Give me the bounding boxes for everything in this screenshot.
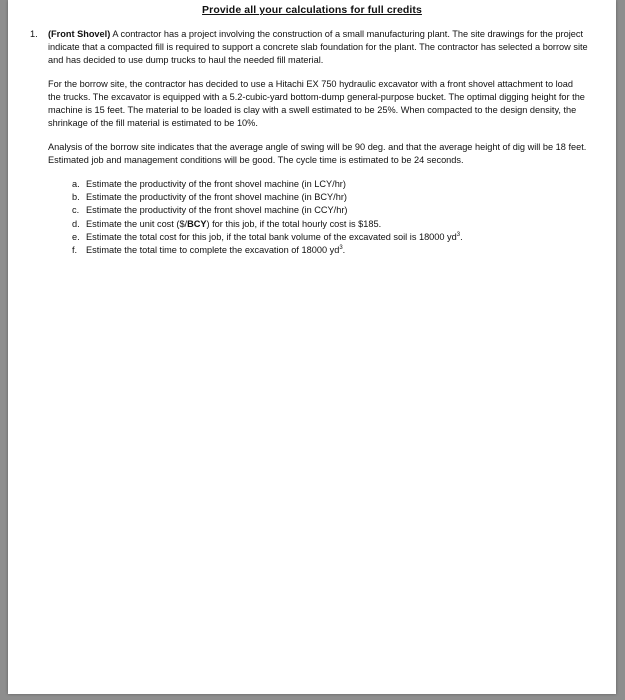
list-item <box>72 244 588 257</box>
question-intro-text: A contractor has a project involving the construction of a small manufacturing plant. The site drawings for the project indicate that a compacted fill is required to support a concrete slab foundation for the plant. The contractor has selected a borrow site and has decided to use dump trucks to haul the needed fill material. <box>48 29 588 65</box>
list-item-text: Estimate the total cost for this job, if the total bank volume of the excavated soil is 18000 yd <box>86 231 457 242</box>
list-item <box>72 191 588 204</box>
list-item-text: Estimate the productivity of the front shovel machine (in CCY/hr) <box>86 205 348 216</box>
question-1 <box>30 28 588 257</box>
list-item <box>72 218 588 231</box>
list-item-text: Estimate the unit cost ($/ <box>86 218 188 229</box>
list-item-text: Estimate the productivity of the front shovel machine (in BCY/hr) <box>86 192 347 203</box>
task-list <box>48 178 588 257</box>
analysis-paragraph: Analysis of the borrow site indicates that the average angle of swing will be 90 deg. and that the average height of dig will be 18 feet. Estimated job and management conditions will be good. The cycle time is estimated to be 24 seconds. <box>48 142 587 165</box>
question-number: 1. <box>30 29 38 39</box>
document-page <box>8 0 616 694</box>
list-marker: c. <box>72 205 80 216</box>
list-marker: a. <box>72 179 80 189</box>
list-marker: d. <box>72 218 80 229</box>
page-heading: Provide all your calculations for full credits <box>202 4 422 16</box>
list-item-text-tail: . <box>460 231 463 242</box>
list-marker: b. <box>72 192 80 203</box>
question-title: (Front Shovel) <box>48 29 111 39</box>
list-item-text-tail: . <box>342 245 346 256</box>
list-item <box>72 231 588 244</box>
list-item <box>72 178 588 191</box>
list-item-text-tail: ) for this job, if the total hourly cost is $185. <box>206 218 382 229</box>
list-item <box>72 204 588 217</box>
list-item-text: Estimate the total time to complete the excavation of 18000 yd <box>86 245 340 256</box>
question-intro-paragraph <box>48 28 588 67</box>
list-marker: e. <box>72 231 80 242</box>
list-item-text: Estimate the productivity of the front shovel machine (in LCY/hr) <box>86 179 346 189</box>
list-marker: f. <box>72 245 78 256</box>
borrow-site-paragraph: For the borrow site, the contractor has decided to use a Hitachi EX 750 hydraulic excavator with a front shovel attachment to load the trucks. The excavator is equipped with a 5.2-cubic-yard bottom-dump general-purpose bucket. The optimal digging height for the machine is 15 feet. The material to be loaded is clay with a swell estimated to be 25%. When compacted to the design density, the shrinkage of the fill material is estimated to be 10%. <box>48 79 585 128</box>
list-item-bold-text: BCY <box>187 218 207 229</box>
superscript: 3 <box>339 245 343 252</box>
superscript: 3 <box>456 231 461 238</box>
